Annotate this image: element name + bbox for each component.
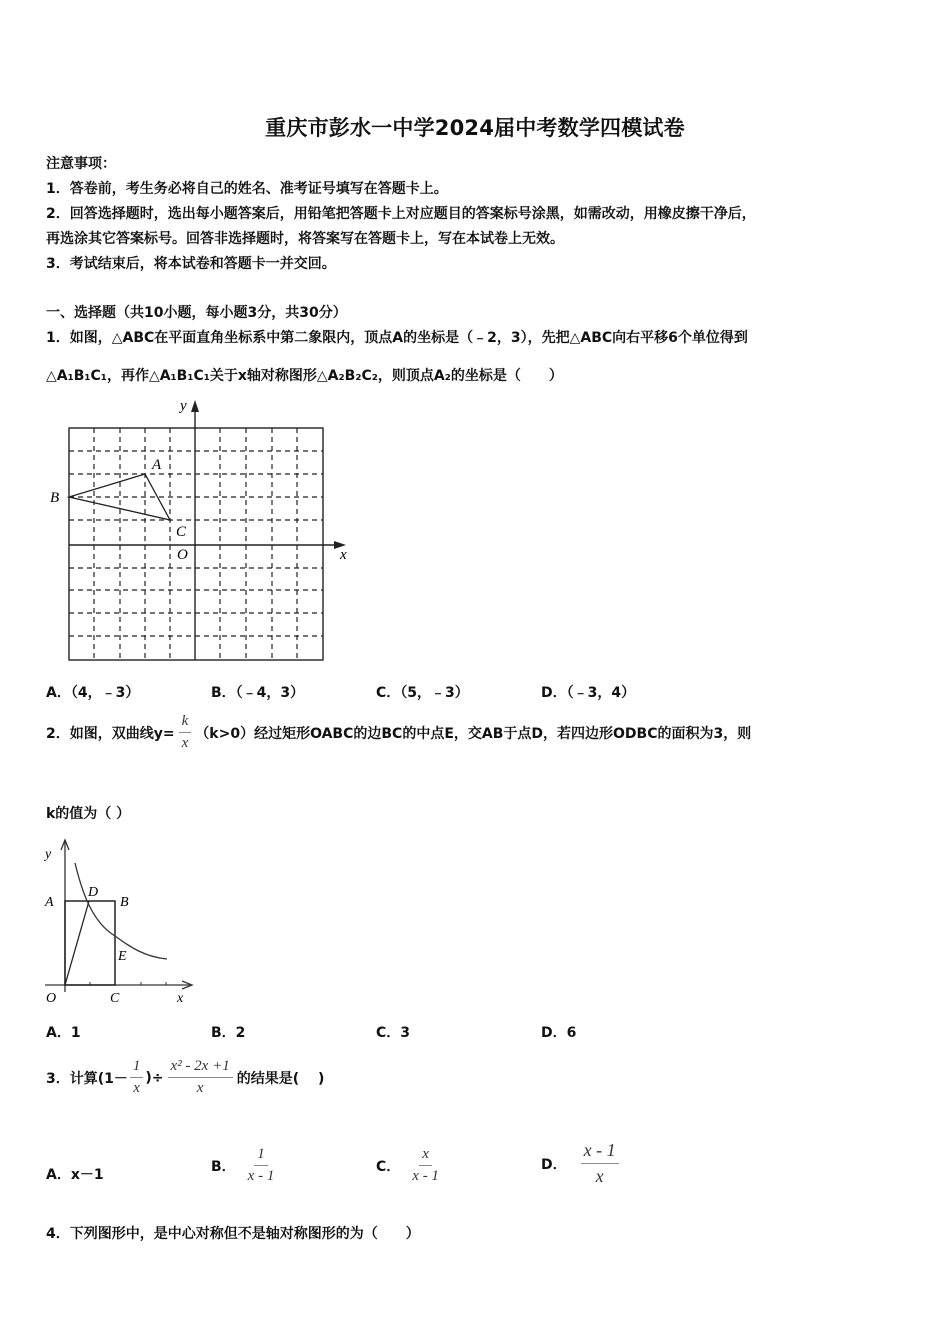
question-2-option-d[interactable]: D．6 xyxy=(541,1025,577,1041)
notice-item-2-cont: 再选涂其它答案标号。回答非选择题时，将答案写在答题卡上，写在本试卷上无效。 xyxy=(46,231,564,247)
point-d-label: D xyxy=(88,885,99,900)
notice-heading: 注意事项： xyxy=(46,156,116,172)
question-1-option-d[interactable]: D．（﹣3，4） xyxy=(541,685,636,701)
question-3-mid: )÷ xyxy=(145,1069,164,1086)
notice-item-1: 1．答卷前，考生务必将自己的姓名、准考证号填写在答题卡上。 xyxy=(46,181,448,197)
rectangle-oabc xyxy=(65,901,115,985)
question-3-suffix: 的结果是( ) xyxy=(236,1070,325,1087)
point-c-label: C xyxy=(176,524,187,540)
point-a-label: A xyxy=(45,895,54,910)
question-3-option-c[interactable] xyxy=(376,1146,439,1185)
fraction-denominator: x - 1 xyxy=(247,1168,275,1184)
origin-label: O xyxy=(46,991,57,1006)
fraction-polynomial xyxy=(168,1058,233,1097)
fraction-denominator: x xyxy=(196,1080,204,1096)
question-2-option-a[interactable]: A．1 xyxy=(46,1025,81,1041)
question-1-figure xyxy=(40,390,360,670)
question-2-option-b[interactable]: B．2 xyxy=(211,1025,246,1041)
x-label: x xyxy=(340,547,347,563)
option-fraction xyxy=(248,1146,275,1185)
point-e-label: E xyxy=(118,949,127,964)
option-label: D． xyxy=(541,1156,567,1173)
hyperbola-curve xyxy=(75,863,167,959)
page-title: 重庆市彭水一中学2024届中考数学四模试卷 xyxy=(265,116,685,140)
question-2-line2: k的值为（ ） xyxy=(46,806,131,822)
option-fraction xyxy=(581,1140,619,1187)
section-heading: 一、选择题（共10小题，每小题3分，共30分） xyxy=(46,305,347,321)
y-axis-arrow-icon xyxy=(191,400,199,412)
option-label: C． xyxy=(376,1158,401,1175)
x-label: x xyxy=(177,991,184,1006)
question-3-option-a[interactable] xyxy=(46,1164,104,1184)
fraction-numerator: k xyxy=(179,713,192,733)
question-3-line xyxy=(46,1058,324,1097)
y-label: y xyxy=(45,847,52,862)
fraction-numerator: 1 xyxy=(254,1146,268,1166)
grid-lines xyxy=(69,428,323,660)
option-text: x－1 xyxy=(70,1167,104,1183)
option-label: B． xyxy=(211,1158,236,1175)
hyperbola-fraction xyxy=(179,713,192,752)
question-1-option-a[interactable]: A．（4，﹣3） xyxy=(46,685,140,701)
point-b-label: B xyxy=(50,490,60,506)
question-1-line1: 1．如图，△ABC在平面直角坐标系中第二象限内，顶点A的坐标是（﹣2，3），先把△ABC向右平移6个单位得到 xyxy=(46,330,748,346)
fraction-denominator: x xyxy=(133,1080,140,1096)
fraction-denominator: x xyxy=(181,735,189,751)
question-2-prefix: 2．如图，双曲线y= xyxy=(46,725,175,742)
fraction-denominator: x xyxy=(595,1166,604,1186)
fraction-numerator: x - 1 xyxy=(581,1140,619,1164)
segment-od xyxy=(65,901,89,985)
point-c-label: C xyxy=(110,991,120,1006)
point-b-label: B xyxy=(120,895,129,910)
question-3-option-d[interactable] xyxy=(541,1140,619,1187)
question-3-prefix: 3．计算(1－ xyxy=(46,1070,128,1087)
option-label: A． xyxy=(46,1167,71,1183)
fraction-denominator: x - 1 xyxy=(412,1168,439,1184)
question-1-option-c[interactable]: C．（5，﹣3） xyxy=(376,685,469,701)
fraction-one-over-x xyxy=(130,1058,144,1097)
point-a-label: A xyxy=(152,457,162,473)
notice-item-3: 3．考试结束后，将本试卷和答题卡一并交回。 xyxy=(46,256,336,272)
question-2-line1 xyxy=(46,713,751,752)
notice-item-2: 2．回答选择题时，选出每小题答案后，用铅笔把答题卡上对应题目的答案标号涂黑，如需改动，用橡皮擦干净后， xyxy=(46,206,756,222)
fraction-numerator: x² - 2x +1 xyxy=(168,1058,233,1078)
fraction-numerator: 1 xyxy=(130,1058,144,1078)
question-1-line2: △A₁B₁C₁，再作△A₁B₁C₁关于x轴对称图形△A₂B₂C₂，则顶点A₂的坐标是（ ） xyxy=(46,368,563,384)
origin-label: O xyxy=(177,547,188,563)
question-4-text: 4．下列图形中，是中心对称但不是轴对称图形的为（ ） xyxy=(46,1226,420,1242)
question-2-suffix: （k>0）经过矩形OABC的边BC的中点E，交AB于点D，若四边形ODBC的面积为3，则 xyxy=(195,725,752,742)
y-label: y xyxy=(180,398,187,414)
option-fraction xyxy=(412,1146,439,1185)
fraction-numerator: x xyxy=(419,1146,432,1166)
question-1-option-b[interactable]: B．（﹣4，3） xyxy=(211,685,305,701)
question-3-option-b[interactable] xyxy=(211,1146,274,1185)
grid-border xyxy=(69,428,323,660)
question-2-figure xyxy=(40,832,210,1012)
question-2-option-c[interactable]: C．3 xyxy=(376,1025,411,1041)
